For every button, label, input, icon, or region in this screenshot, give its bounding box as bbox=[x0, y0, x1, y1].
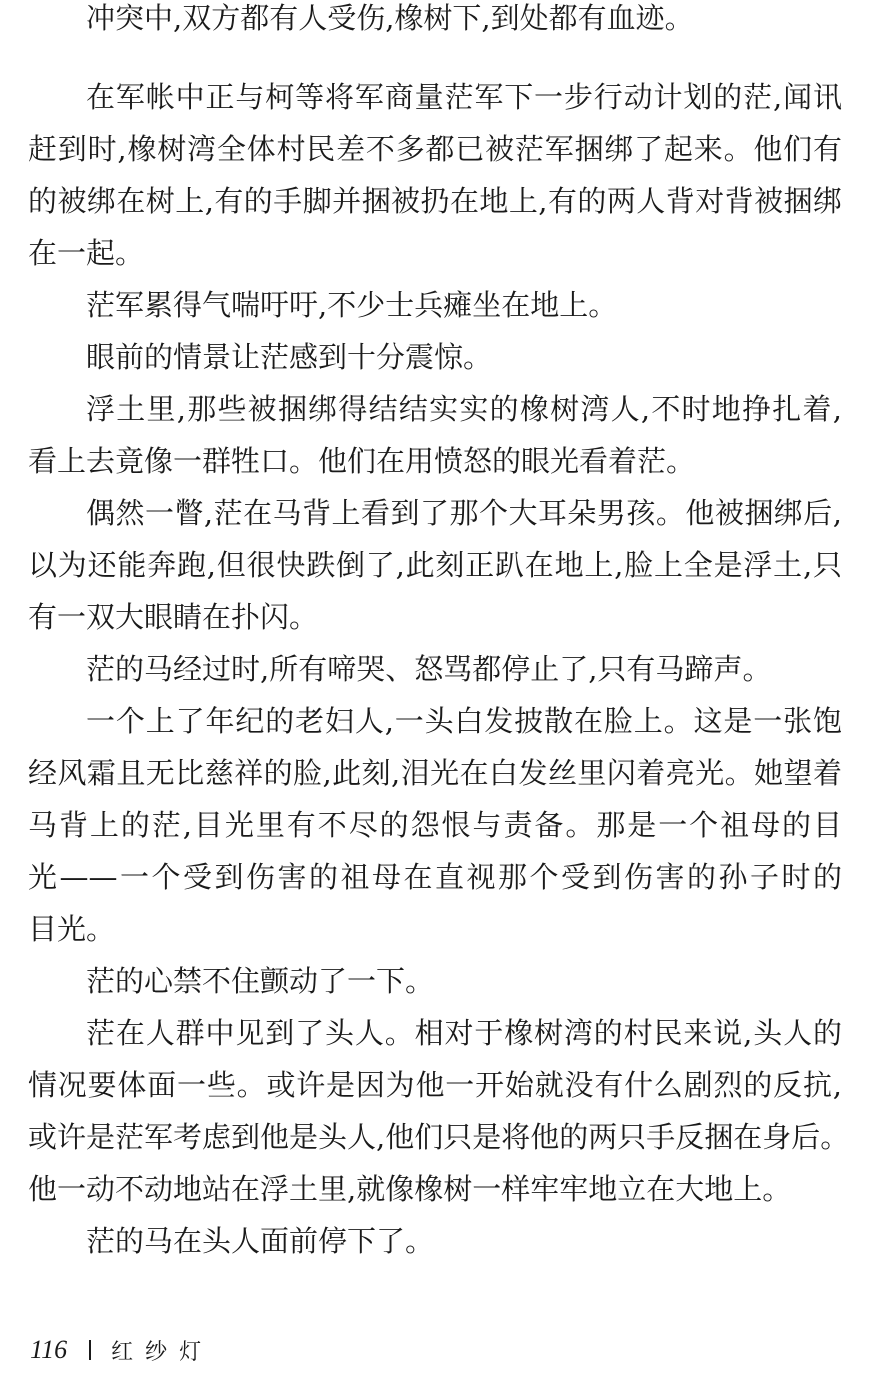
text-line: 茫在人群中见到了头人。相对于橡树湾的村民来说,头人的 bbox=[86, 1016, 842, 1050]
text-line: 看上去竟像一群牲口。他们在用愤怒的眼光看着茫。 bbox=[28, 444, 696, 478]
text-line: 茫的马经过时,所有啼哭、怒骂都停止了,只有马蹄声。 bbox=[86, 652, 772, 686]
text-line: 茫的马在头人面前停下了。 bbox=[86, 1224, 435, 1258]
text-line: 以为还能奔跑,但很快跌倒了,此刻正趴在地上,脸上全是浮土,只 bbox=[28, 548, 842, 582]
text-line: 马背上的茫,目光里有不尽的怨恨与责备。那是一个祖母的目 bbox=[28, 808, 842, 842]
text-line: 茫军累得气喘吁吁,不少士兵瘫坐在地上。 bbox=[86, 288, 618, 322]
text-line: 赶到时,橡树湾全体村民差不多都已被茫军捆绑了起来。他们有 bbox=[28, 132, 842, 166]
text-line: 茫的心禁不住颤动了一下。 bbox=[86, 964, 435, 998]
paragraph bbox=[28, 695, 842, 955]
text-line: 的被绑在树上,有的手脚并捆被扔在地上,有的两人背对背被捆绑 bbox=[28, 184, 842, 218]
text-line: 一个上了年纪的老妇人,一头白发披散在脸上。这是一张饱 bbox=[86, 704, 842, 738]
paragraph bbox=[28, 0, 842, 44]
body-text bbox=[28, 0, 850, 1267]
text-line: 冲突中,双方都有人受伤,橡树下,到处都有血迹。 bbox=[86, 1, 694, 35]
text-line: 浮土里,那些被捆绑得结结实实的橡树湾人,不时地挣扎着, bbox=[86, 392, 842, 426]
text-line: 在军帐中正与柯等将军商量茫军下一步行动计划的茫,闻讯 bbox=[86, 80, 842, 114]
paragraph bbox=[28, 1007, 850, 1215]
page-number: 116 bbox=[30, 1335, 68, 1364]
text-line: 或许是茫军考虑到他是头人,他们只是将他的两只手反捆在身后。 bbox=[28, 1120, 850, 1154]
text-line: 光——一个受到伤害的祖母在直视那个受到伤害的孙子时的 bbox=[28, 860, 842, 894]
text-line: 他一动不动地站在浮土里,就像橡树一样牢牢地立在大地上。 bbox=[28, 1172, 792, 1206]
text-line: 在一起。 bbox=[28, 236, 145, 270]
text-line: 有一双大眼睛在扑闪。 bbox=[28, 600, 319, 634]
text-line: 目光。 bbox=[28, 912, 116, 946]
paragraph bbox=[28, 487, 842, 643]
paragraph bbox=[28, 71, 842, 279]
footer-divider bbox=[89, 1340, 91, 1360]
paragraph bbox=[28, 955, 842, 1007]
text-line: 眼前的情景让茫感到十分震惊。 bbox=[86, 340, 493, 374]
paragraph bbox=[28, 1215, 842, 1267]
page-footer bbox=[30, 1332, 213, 1368]
text-line: 经风霜且无比慈祥的脸,此刻,泪光在白发丝里闪着亮光。她望着 bbox=[28, 756, 842, 790]
book-title: 红纱灯 bbox=[111, 1339, 214, 1365]
text-line: 偶然一瞥,茫在马背上看到了那个大耳朵男孩。他被捆绑后, bbox=[86, 496, 842, 530]
paragraph bbox=[28, 643, 842, 695]
paragraph bbox=[28, 383, 842, 487]
paragraph bbox=[28, 331, 842, 383]
paragraph bbox=[28, 279, 842, 331]
text-line: 情况要体面一些。或许是因为他一开始就没有什么剧烈的反抗, bbox=[28, 1068, 842, 1102]
